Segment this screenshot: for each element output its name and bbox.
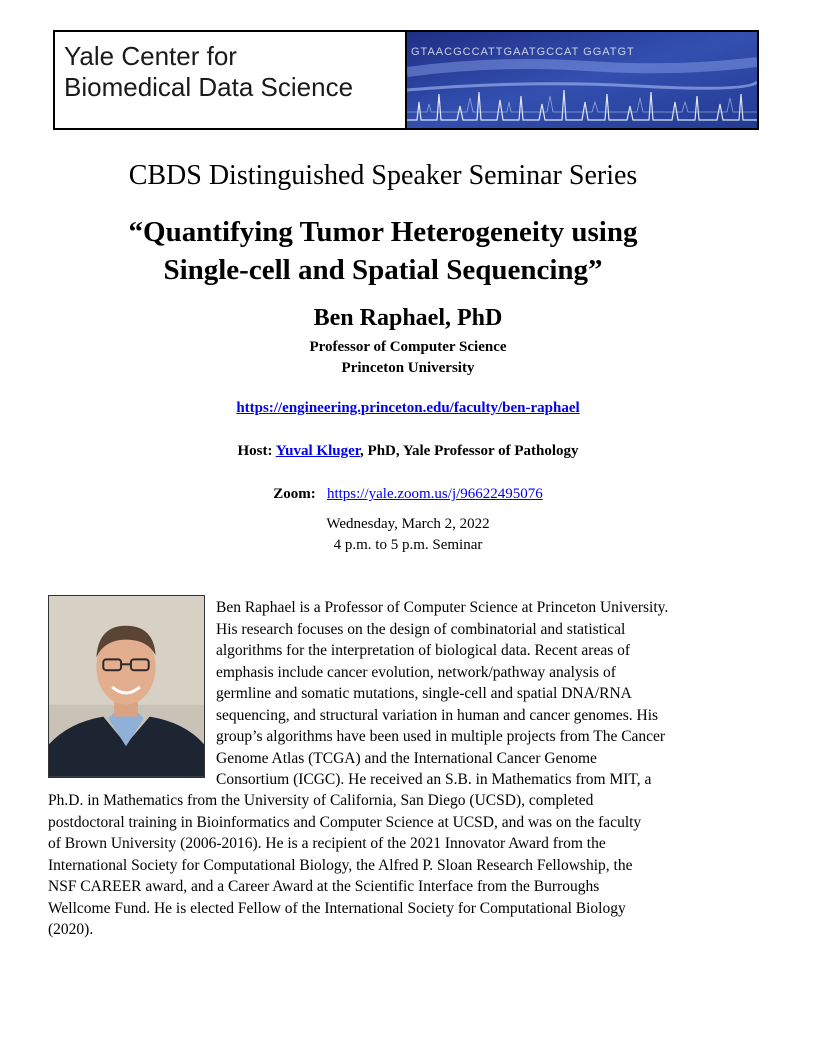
- bio-line: of Brown University (2006-2016). He is a recipient of the 2021 Innovator Award from the: [48, 835, 606, 852]
- host-name-link[interactable]: Yuval Kluger: [275, 443, 361, 459]
- zoom-link[interactable]: https://yale.zoom.us/j/96622495076: [326, 486, 543, 502]
- speaker-photo: [48, 595, 205, 778]
- host-line: [0, 443, 816, 460]
- bio-line: sequencing, and structural variation in human and cancer genomes. His: [216, 706, 659, 724]
- speaker-portrait-graphic: [49, 596, 204, 777]
- dna-banner-image: [407, 32, 757, 128]
- event-time: 4 p.m. to 5 p.m. Seminar: [333, 537, 483, 553]
- bio-line: NSF CAREER award, and a Career Award at the Scientific Interface from the Burroughs: [48, 878, 600, 895]
- zoom-line: [0, 486, 816, 503]
- event-date: Wednesday, March 2, 2022: [326, 516, 490, 532]
- org-name-line2: Biomedical Data Science: [64, 72, 354, 102]
- bio-line: (2020).: [48, 921, 94, 938]
- bio-line: Wellcome Fund. He is elected Fellow of the International Society for Computational Biology: [48, 899, 626, 917]
- zoom-label: Zoom:: [273, 486, 316, 502]
- host-title: , PhD, Yale Professor of Pathology: [360, 443, 579, 459]
- bio-line: International Society for Computational Biology, the Alfred P. Sloan Research Fellowship, the: [48, 856, 633, 874]
- series-title: CBDS Distinguished Speaker Seminar Series: [128, 160, 638, 191]
- bio-line: postdoctoral training in Bioinformatics and Computer Science at UCSD, and was on the faculty: [48, 813, 642, 831]
- speaker-affiliation: [0, 337, 816, 379]
- org-name-line1: Yale Center for: [64, 41, 237, 71]
- speaker-bio-lower: [48, 790, 778, 941]
- speaker-position: Professor of Computer Science: [309, 339, 507, 355]
- talk-title-line1: “Quantifying Tumor Heterogeneity using: [128, 216, 638, 248]
- bio-line: Consortium (ICGC). He received an S.B. in Mathematics from MIT, a: [216, 771, 652, 788]
- org-name: [55, 32, 407, 128]
- bio-line: His research focuses on the design of combinatorial and statistical: [216, 620, 626, 638]
- bio-line: emphasis include cancer evolution, network/pathway analysis of: [216, 663, 616, 681]
- dna-sequence-text: GTAACGCCATTGAATGCCAT GGATGT: [411, 46, 635, 58]
- speaker-bio-upper: [216, 597, 776, 791]
- bio-line: germline and somatic mutations, single-cell and spatial DNA/RNA: [216, 685, 632, 702]
- profile-link-row: [0, 400, 816, 417]
- host-label: Host:: [237, 443, 273, 459]
- bio-line: group’s algorithms have been used in multiple projects from The Cancer: [216, 728, 666, 745]
- bio-line: algorithms for the interpretation of biological data. Recent areas of: [216, 642, 631, 659]
- speaker-name: Ben Raphael, PhD: [313, 305, 503, 331]
- talk-title: [0, 213, 766, 289]
- bio-line: Genome Atlas (TCGA) and the International Cancer Genome: [216, 749, 597, 767]
- speaker-profile-link[interactable]: https://engineering.princeton.edu/faculty/ben-raphael: [236, 400, 580, 416]
- event-schedule: [0, 514, 816, 556]
- bio-line: Ph.D. in Mathematics from the University of California, San Diego (UCSD), completed: [48, 792, 594, 809]
- speaker-institution: Princeton University: [341, 360, 475, 376]
- talk-title-line2: Single-cell and Spatial Sequencing”: [163, 254, 603, 286]
- header-banner: [53, 30, 759, 130]
- bio-line: Ben Raphael is a Professor of Computer Science at Princeton University.: [216, 599, 669, 616]
